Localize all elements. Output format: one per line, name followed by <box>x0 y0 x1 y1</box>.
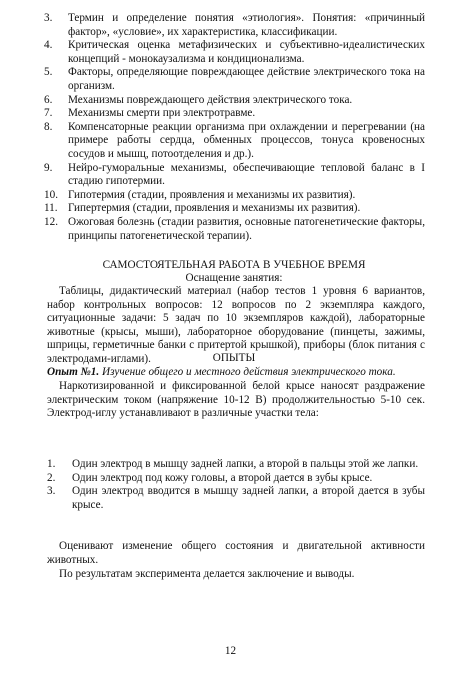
page-number: 12 <box>224 645 237 657</box>
item-number: 1. <box>47 458 56 470</box>
item-number: 2. <box>47 471 56 484</box>
item-text: Факторы, определяющие повреждающее действие электрического тока на организм. <box>68 66 425 92</box>
experiment-label: Опыт №1. <box>47 366 100 378</box>
list-item <box>44 202 425 216</box>
experiment-title: Изучение общего и местного действия электрического тока. <box>102 366 396 378</box>
list-item <box>44 162 425 189</box>
item-number: 11. <box>44 202 58 215</box>
list-item <box>47 458 425 472</box>
item-number: 7. <box>44 107 53 120</box>
experiment-intro: Наркотизированной и фиксированной белой крысе наносят раздражение электрическим током (напряжение 10-12 В) продолжительностью 5-10 сек. Электрод-иглу устанавливают в различные участки тела: <box>47 380 425 420</box>
list-item <box>44 12 425 39</box>
item-number: 9. <box>44 161 53 174</box>
item-number: 8. <box>44 120 53 133</box>
item-text: Механизмы повреждающего действия электрического тока. <box>68 93 353 106</box>
item-text: Критическая оценка метафизических и субъективно-идеалистических концепций - монокаузализма и кондиционализма. <box>68 39 425 65</box>
list-item <box>44 216 425 243</box>
item-number: 3. <box>44 12 53 24</box>
equipment-paragraph: Таблицы, дидактический материал (набор тестов 1 уровня 6 вариантов, набор контрольных вопросов: 12 вопросов по 2 экземпляра каждого, ситуационные задачи: 5 задач по 10 экземпляров каждой), лабораторные животные (крысы, мыши), лабораторное оборудование (пинцеты, зажимы, шприцы, герметичные банки с притертой крышкой), приборы (блок питания с электродами-иглами). <box>47 285 425 365</box>
item-text: Один электрод в мышцу задней лапки, а второй в пальцы этой же лапки. <box>72 458 419 470</box>
experiments-title: ОПЫТЫ <box>212 352 256 364</box>
item-text: Один электрод под кожу головы, а второй дается в зубы крысе. <box>72 471 373 484</box>
list-item <box>47 472 425 486</box>
section-subtitle: Оснащение занятия: <box>185 272 283 284</box>
list-item <box>44 66 425 93</box>
item-text: Компенсаторные реакции организма при охлаждении и перегревании (на примере работы сердца, обменных процессов, тонуса кровеносных сосудов и мышц, потоотделения и др.). <box>68 120 425 160</box>
item-number: 3. <box>47 485 56 498</box>
item-number: 10. <box>44 188 58 201</box>
list-item <box>44 107 425 121</box>
conclusion-paragraph: По результатам эксперимента делается заключение и выводы. <box>59 568 355 580</box>
item-text: Нейро-гуморальные механизмы, обеспечивающие тепловой баланс в I стадию гипотермии. <box>68 161 425 188</box>
item-text: Гипотермия (стадии, проявления и механизмы их развития). <box>68 188 356 201</box>
item-text: Ожоговая болезнь (стадии развития, основные патогенетические факторы, принципы патогенетической терапии). <box>68 215 425 242</box>
item-number: 6. <box>44 93 53 106</box>
section-title: САМОСТОЯТЕЛЬНАЯ РАБОТА В УЧЕБНОЕ ВРЕМЯ <box>102 259 366 271</box>
list-item <box>44 94 425 108</box>
list-item <box>44 39 425 66</box>
item-number: 5. <box>44 66 53 79</box>
item-text: Один электрод вводится в мышцу задней лапки, а второй дается в зубы крысе. <box>72 485 425 511</box>
item-number: 4. <box>44 39 53 52</box>
step-list <box>47 458 425 512</box>
list-item <box>44 121 425 162</box>
assessment-paragraph: Оценивают изменение общего состояния и двигательной активности животных. <box>47 540 425 566</box>
item-text: Механизмы смерти при электротравме. <box>68 107 256 120</box>
list-item <box>44 189 425 203</box>
item-text: Термин и определение понятия «этиология». Понятия: «причинный фактор», «условие», их характеристика, классификации. <box>68 12 425 38</box>
experiment-heading <box>47 366 425 380</box>
list-item <box>47 485 425 512</box>
topic-list <box>44 12 425 243</box>
item-number: 12. <box>44 215 58 228</box>
item-text: Гипертермия (стадии, проявления и механизмы их развития). <box>68 202 361 215</box>
